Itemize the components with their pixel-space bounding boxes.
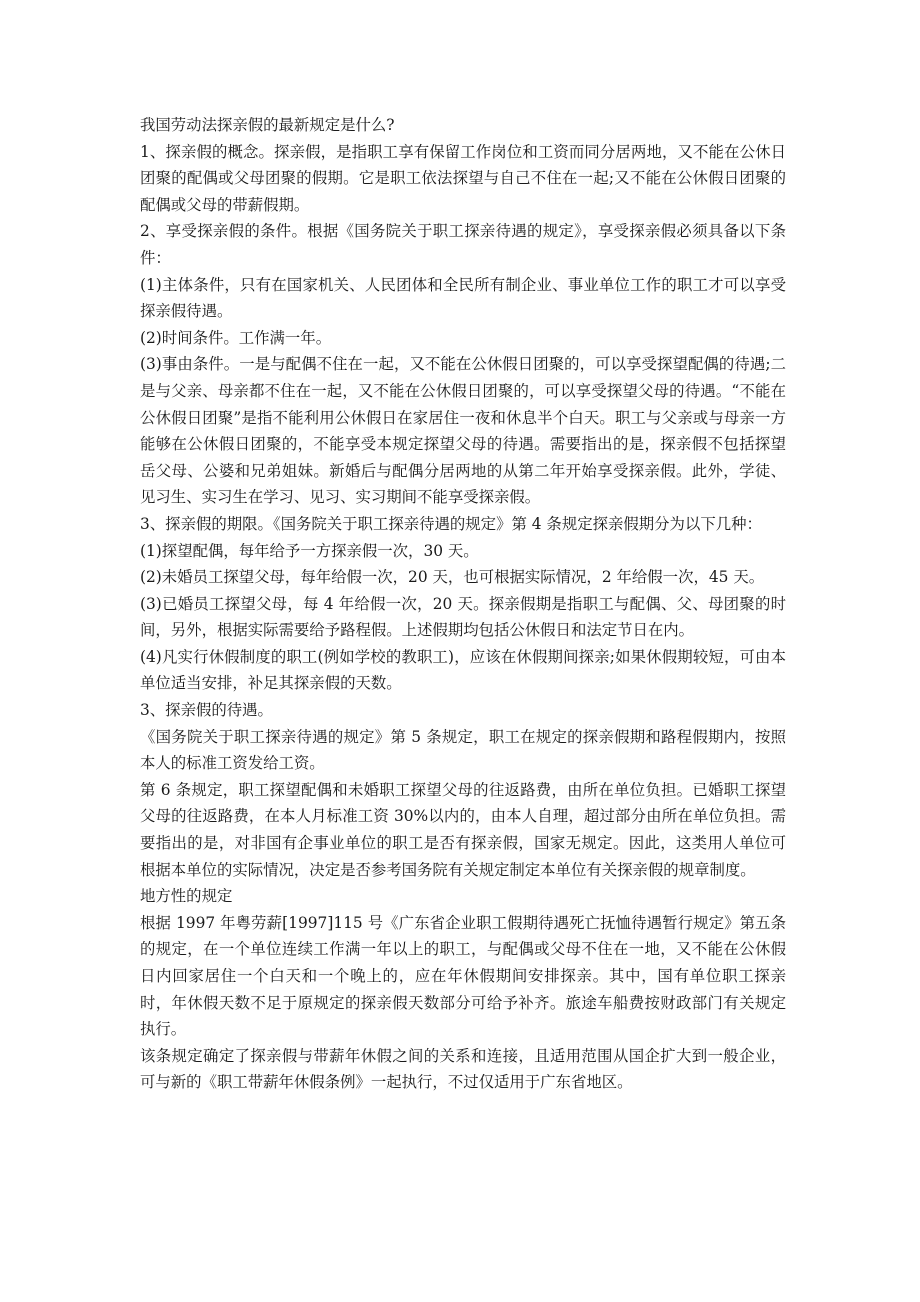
paragraph-local-summary: 该条规定确定了探亲假与带薪年休假之间的关系和连接，且适用范围从国企扩大到一般企业，可与新的《职工带薪年休假条例》一起执行，不过仅适用于广东省地区。 (140, 1046, 786, 1092)
paragraph-local-guangdong: 根据 1997 年粤劳薪[1997]115 号《广东省企业职工假期待遇死亡抚恤待遇暂行规定》第五条的规定，在一个单位连续工作满一年以上的职工，与配偶或父母不住在一地，又不能在公休假日内回家居住一个白天和一个晚上的，应在年休假期间安排探亲。其中，国有单位职工探亲时，年休假天数不足于原规定的探亲假天数部分可给予补齐。旅途车船费按财政部门有关规定执行。 (140, 913, 786, 1039)
paragraph-treatment-article6: 第 6 条规定，职工探望配偶和未婚职工探望父母的往返路费，由所在单位负担。已婚职工探望父母的往返路费，在本人月标准工资 30%以内的，由本人自理，超过部分由所在单位负担。需要指出的是，对非国有企事业单位的职工是否有探亲假，国家无规定。因此，这类用人单位可根据本单位的实际情况，决定是否参考国务院有关规定制定本单位有关探亲假的规章制度。 (140, 780, 786, 879)
paragraph-duration-spouse: (1)探望配偶，每年给予一方探亲假一次，30 天。 (140, 541, 479, 560)
document-body (140, 112, 786, 1096)
paragraph-treatment-heading: 3、探亲假的待遇。 (140, 701, 273, 720)
paragraph-duration-married: (3)已婚员工探望父母，每 4 年给假一次，20 天。探亲假期是指职工与配偶、父、母团聚的时间，另外，根据实际需要给予路程假。上述假期均包括公休假日和法定节日在内。 (140, 594, 786, 640)
paragraph-duration: 3、探亲假的期限。《国务院关于职工探亲待遇的规定》第 4 条规定探亲假期分为以下几种： (140, 514, 762, 533)
paragraph-reason-condition: (3)事由条件。一是与配偶不住在一起，又不能在公休假日团聚的，可以享受探望配偶的待遇;二是与父亲、母亲都不住在一起，又不能在公休假日团聚的，可以享受探望父母的待遇。“不能在公休假日团聚”是指不能利用公休假日在家居住一夜和休息半个白天。职工与父亲或与母亲一方能够在公休假日团聚的，不能享受本规定探望父母的待遇。需要指出的是，探亲假不包括探望岳父母、公婆和兄弟姐妹。新婚后与配偶分居两地的从第二年开始享受探亲假。此外，学徒、见习生、实习生在学习、见习、实习期间不能享受探亲假。 (140, 355, 786, 507)
paragraph-local-heading: 地方性的规定 (140, 887, 233, 906)
document-title: 我国劳动法探亲假的最新规定是什么? (140, 116, 395, 134)
paragraph-subject-condition: (1)主体条件，只有在国家机关、人民团体和全民所有制企业、事业单位工作的职工才可以享受探亲假待遇。 (140, 275, 786, 321)
paragraph-treatment-article5: 《国务院关于职工探亲待遇的规定》第 5 条规定，职工在规定的探亲假期和路程假期内，按照本人的标准工资发给工资。 (140, 727, 786, 773)
paragraph-duration-unmarried: (2)未婚员工探望父母，每年给假一次，20 天，也可根据实际情况，2 年给假一次，45 天。 (140, 568, 765, 587)
paragraph-duration-vacation-system: (4)凡实行休假制度的职工(例如学校的教职工)，应该在休假期间探亲;如果休假期较短，可由本单位适当安排，补足其探亲假的天数。 (140, 647, 786, 693)
paragraph-time-condition: (2)时间条件。工作满一年。 (140, 328, 332, 347)
paragraph-conditions: 2、享受探亲假的条件。根据《国务院关于职工探亲待遇的规定》，享受探亲假必须具备以下条件： (140, 222, 786, 267)
paragraph-concept: 1、探亲假的概念。探亲假，是指职工享有保留工作岗位和工资而同分居两地，又不能在公休日团聚的配偶或父母团聚的假期。它是职工依法探望与自己不住在一起;又不能在公休假日团聚的配偶或父母的带薪假期。 (140, 142, 786, 214)
